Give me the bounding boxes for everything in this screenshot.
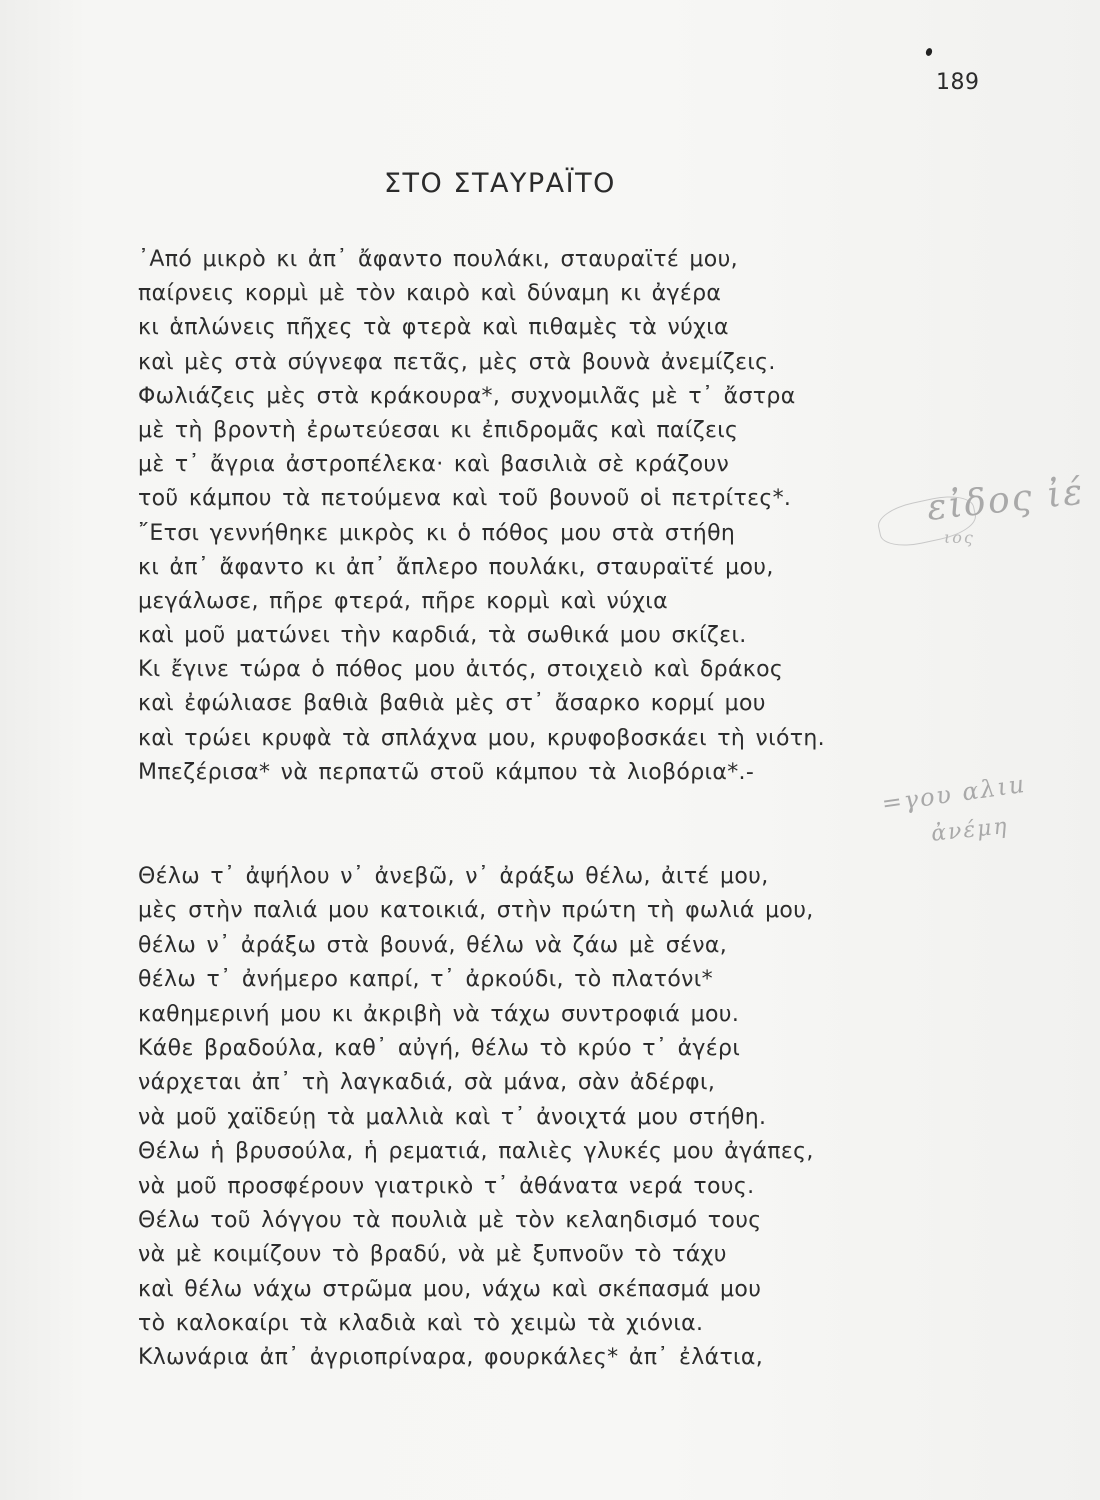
stanza-1	[138, 243, 825, 790]
ink-speck	[925, 47, 933, 57]
verse-line: μὲ τ᾿ ἄγρια ἀστροπέλεκα· καὶ βασιλιὰ σὲ κράζουν	[138, 452, 730, 478]
verse-line: Φωλιάζεις μὲς στὰ κράκουρα*, συχνομιλᾶς μὲ τ᾿ ἄστρα	[138, 383, 796, 409]
margin-note: =γου αλιu	[880, 769, 1028, 818]
verse-line: καὶ μοῦ ματώνει τὴν καρδιά, τὰ σωθικά μου σκίζει.	[138, 623, 747, 649]
verse-line: Κι ἔγινε τώρα ὁ πόθος μου ἀιτός, στοιχειὸ καὶ δράκος	[138, 657, 784, 683]
verse-line: μεγάλωσε, πῆρε φτερά, πῆρε κορμὶ καὶ νύχια	[138, 588, 668, 614]
margin-note: εἰδος ἰέ	[925, 471, 1087, 529]
verse-line: νὰ μὲ κοιμίζουν τὸ βραδύ, νὰ μὲ ξυπνοῦν τὸ τάχυ	[138, 1242, 727, 1268]
verse-line: τοῦ κάμπου τὰ πετούμενα καὶ τοῦ βουνοῦ οἱ πετρίτες*.	[138, 486, 792, 512]
verse-line: μὲς στὴν παλιά μου κατοικιά, στὴν πρώτη τὴ φωλιά μου,	[138, 898, 814, 924]
margin-note: ιος	[944, 528, 975, 547]
verse-line: Κάθε βραδούλα, καθ᾿ αὐγή, θέλω τὸ κρύο τ᾿ ἀγέρι	[138, 1035, 741, 1061]
margin-note: ἀνέμη	[930, 813, 1010, 847]
verse-line: Θέλω τ᾿ ἀψήλου ν᾿ ἀνεβῶ, ν᾿ ἀράξω θέλω, ἀιτέ μου,	[138, 864, 769, 889]
page-number: 189	[936, 70, 980, 95]
verse-line: κι ἁπλώνεις πῆχες τὰ φτερὰ καὶ πιθαμὲς τὰ νύχια	[138, 315, 729, 341]
verse-line: μὲ τὴ βροντὴ ἐρωτεύεσαι κι ἐπιδρομᾶς καὶ παίζεις	[138, 417, 739, 443]
verse-line: καθημερινή μου κι ἀκριβὴ νὰ τάχω συντροφιά μου.	[138, 1001, 740, 1027]
verse-line: Κλωνάρια ἀπ᾿ ἀγριοπρίναρα, φουρκάλες* ἀπ᾿ ἐλάτια,	[138, 1345, 764, 1371]
verse-line: παίρνεις κορμὶ μὲ τὸν καιρὸ καὶ δύναμη κι ἀγέρα	[138, 281, 722, 307]
verse-line: τὸ καλοκαίρι τὰ κλαδιὰ καὶ τὸ χειμὼ τὰ χιόνια.	[138, 1311, 704, 1337]
verse-line: ῎Ετσι γεννήθηκε μικρὸς κι ὁ πόθος μου στὰ στήθη	[138, 520, 736, 546]
verse-line: Θέλω ἡ βρυσούλα, ἡ ρεματιά, παλιὲς γλυκές μου ἀγάπες,	[138, 1139, 814, 1165]
verse-line: νὰ μοῦ χαϊδεύῃ τὰ μαλλιὰ καὶ τ᾿ ἀνοιχτά μου στήθη.	[138, 1104, 767, 1130]
verse-line: καὶ τρώει κρυφὰ τὰ σπλάχνα μου, κρυφοβοσκάει τὴ νιότη.	[138, 725, 825, 751]
stanza-2	[138, 860, 814, 1376]
verse-line: Μπεζέρισα* νὰ περπατῶ στοῦ κάμπου τὰ λιοβόρια*.-	[138, 759, 755, 785]
poem-title: ΣΤΟ ΣΤΑΥΡΑΪΤΟ	[384, 168, 616, 199]
verse-line: θέλω ν᾿ ἀράξω στὰ βουνά, θέλω νὰ ζάω μὲ σένα,	[138, 932, 728, 958]
verse-line: νὰ μοῦ προσφέρουν γιατρικὸ τ᾿ ἀθάνατα νερά τους.	[138, 1173, 755, 1199]
verse-line: ᾿Από μικρὸ κι ἀπ᾿ ἄφαντο πουλάκι, σταυραϊτέ μου,	[138, 247, 739, 272]
verse-line: καὶ ἐφώλιασε βαθιὰ βαθιὰ μὲς στ᾿ ἄσαρκο κορμί μου	[138, 691, 766, 717]
verse-line: νάρχεται ἀπ᾿ τὴ λαγκαδιά, σὰ μάνα, σὰν ἀδέρφι,	[138, 1070, 716, 1096]
verse-line: καὶ θέλω νάχω στρῶμα μου, νάχω καὶ σκέπασμά μου	[138, 1276, 762, 1302]
verse-line: θέλω τ᾿ ἀνήμερο καπρί, τ᾿ ἀρκούδι, τὸ πλατόνι*	[138, 967, 713, 993]
verse-line: καὶ μὲς στὰ σύγνεφα πετᾶς, μὲς στὰ βουνὰ ἀνεμίζεις.	[138, 349, 776, 375]
verse-line: κι ἀπ᾿ ἄφαντο κι ἀπ᾿ ἄπλερο πουλάκι, σταυραϊτέ μου,	[138, 554, 774, 580]
verse-line: Θέλω τοῦ λόγγου τὰ πουλιὰ μὲ τὸν κελαηδισμό τους	[138, 1207, 762, 1233]
